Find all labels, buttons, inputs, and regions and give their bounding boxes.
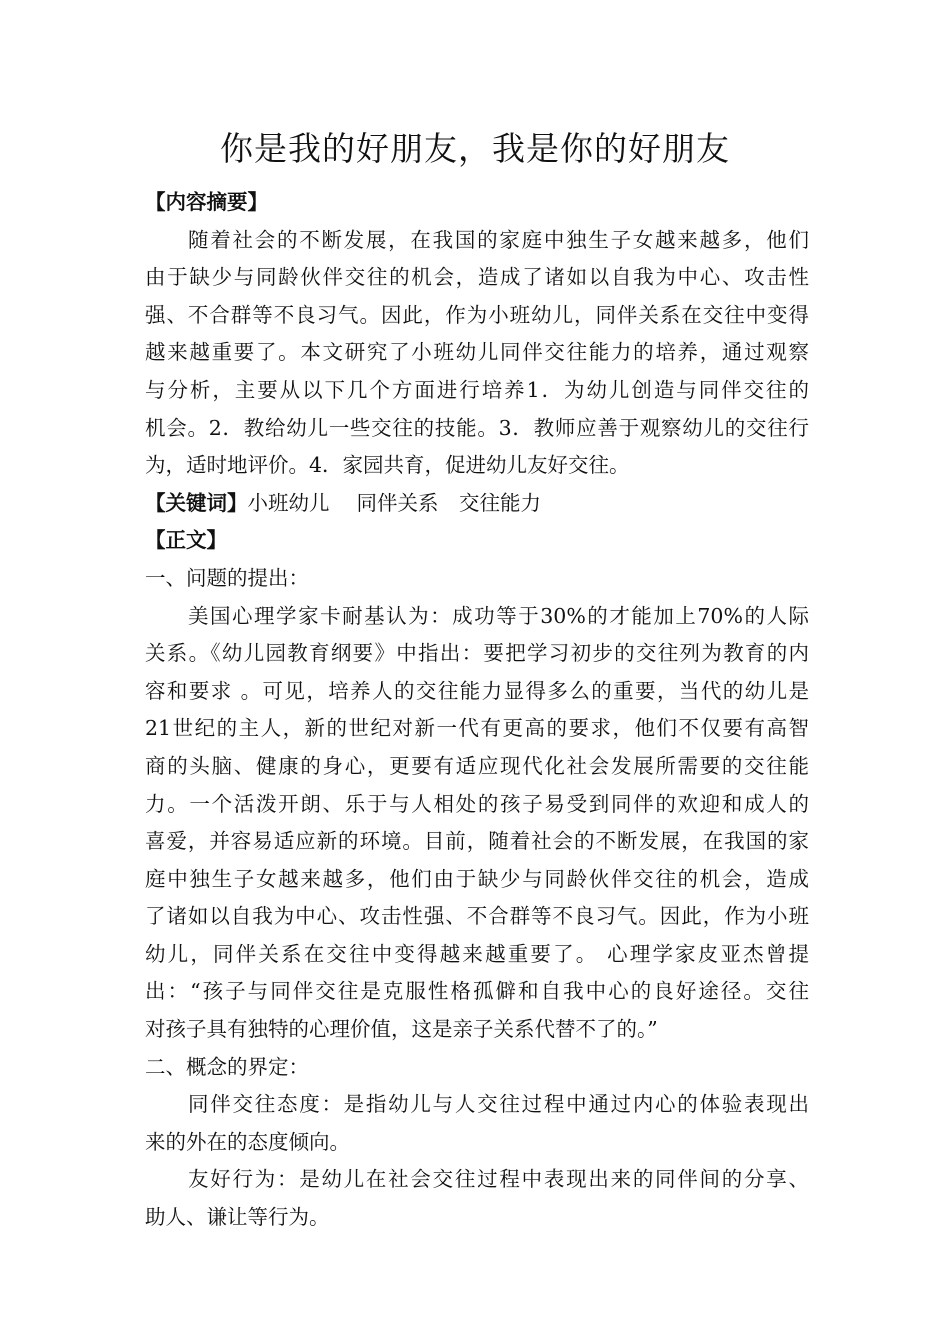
abstract-line: 机会。2．教给幼儿一些交往的技能。3．教师应善于观察幼儿的交往行 bbox=[145, 415, 809, 440]
abstract-line: 为，适时地评价。4．家园共育，促进幼儿友好交往。 bbox=[145, 453, 630, 478]
abstract-heading: 【内容摘要】 bbox=[145, 190, 268, 214]
paragraph-line: 21世纪的主人，新的世纪对新一代有更高的要求，他们不仅要有高智 bbox=[145, 716, 809, 741]
paragraph-line: 关系。《幼儿园教育纲要》中指出：要把学习初步的交往列为教育的内 bbox=[145, 641, 809, 666]
paragraph-line: 出：“孩子与同伴交往是克服性格孤僻和自我中心的良好途径。交往 bbox=[145, 979, 809, 1004]
section-heading: 二、概念的界定： bbox=[145, 1054, 309, 1079]
abstract-line: 强、不合群等不良习气。因此，作为小班幼儿，同伴关系在交往中变得 bbox=[145, 302, 809, 327]
abstract-line: 与分析，主要从以下几个方面进行培养1．为幼儿创造与同伴交往的 bbox=[145, 377, 809, 402]
abstract-paragraph bbox=[145, 222, 809, 485]
paragraph-line: 同伴交往态度：是指幼儿与人交往过程中通过内心的体验表现出 bbox=[188, 1092, 809, 1117]
keywords-text: 小班幼儿 同伴关系 交往能力 bbox=[247, 490, 542, 515]
document-title: 你是我的好朋友，我是你的好朋友 bbox=[220, 129, 730, 168]
paragraph-line: 庭中独生子女越来越多，他们由于缺少与同龄伙伴交往的机会，造成 bbox=[145, 866, 809, 891]
paragraph-line: 力。一个活泼开朗、乐于与人相处的孩子易受到同伴的欢迎和成人的 bbox=[145, 791, 809, 816]
paragraph-line: 了诸如以自我为中心、攻击性强、不合群等不良习气。因此，作为小班 bbox=[145, 904, 809, 929]
abstract-line: 越来越重要了。本文研究了小班幼儿同伴交往能力的培养，通过观察 bbox=[145, 340, 809, 365]
paragraph-line: 对孩子具有独特的心理价值，这是亲子关系代替不了的。” bbox=[145, 1017, 658, 1042]
paragraph-line: 喜爱，并容易适应新的环境。目前，随着社会的不断发展，在我国的家 bbox=[145, 829, 809, 854]
paragraph-line: 美国心理学家卡耐基认为：成功等于30%的才能加上70%的人际 bbox=[188, 603, 809, 628]
paragraph-line: 友好行为：是幼儿在社会交往过程中表现出来的同伴间的分享、 bbox=[188, 1167, 809, 1192]
paragraph-line: 幼儿，同伴关系在交往中变得越来越重要了。 心理学家皮亚杰曾提 bbox=[145, 941, 809, 966]
paragraph-line: 容和要求 。可见，培养人的交往能力显得多么的重要，当代的幼儿是 bbox=[145, 678, 809, 703]
definition-paragraph bbox=[145, 1161, 809, 1236]
paragraph-line: 商的头脑、健康的身心，更要有适应现代化社会发展所需要的交往能 bbox=[145, 753, 809, 778]
section1-paragraph bbox=[145, 598, 809, 1049]
abstract-line: 由于缺少与同龄伙伴交往的机会，造成了诸如以自我为中心、攻击性 bbox=[145, 265, 809, 290]
keywords-label: 【关键词】 bbox=[145, 490, 248, 515]
body-heading: 【正文】 bbox=[145, 528, 227, 553]
keywords-row bbox=[145, 485, 809, 523]
document-content bbox=[145, 184, 809, 1237]
abstract-line: 随着社会的不断发展，在我国的家庭中独生子女越来越多，他们 bbox=[188, 227, 809, 252]
definition-paragraph bbox=[145, 1086, 809, 1161]
section-heading: 一、问题的提出： bbox=[145, 565, 309, 590]
paragraph-line: 来的外在的态度倾向。 bbox=[145, 1129, 350, 1154]
paragraph-line: 助人、谦让等行为。 bbox=[145, 1205, 330, 1230]
